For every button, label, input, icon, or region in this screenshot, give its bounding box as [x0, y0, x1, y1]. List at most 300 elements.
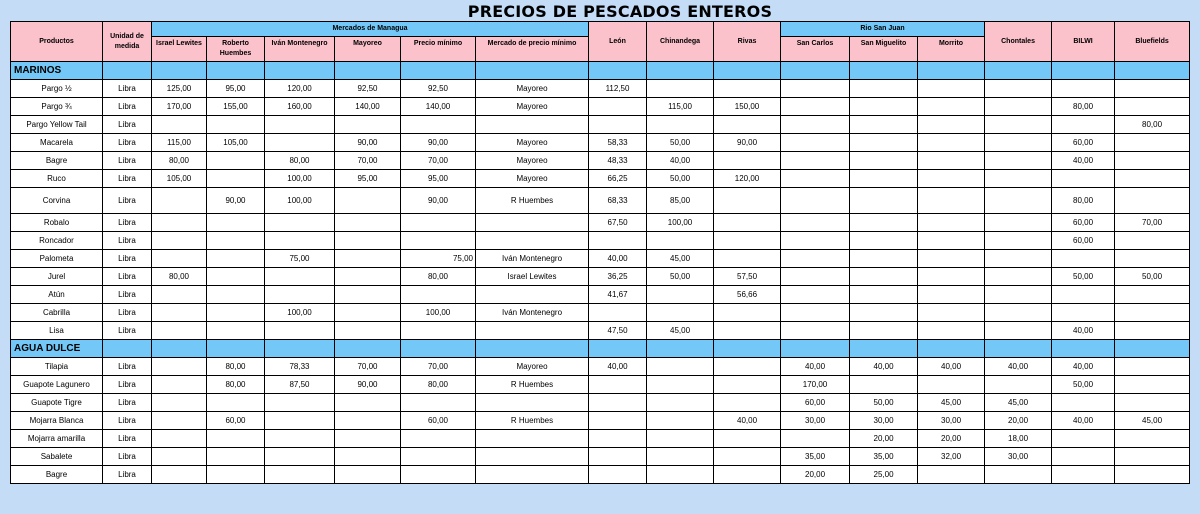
price-cell: 120,00 — [714, 170, 781, 188]
unit-cell: Libra — [103, 376, 152, 394]
unit-cell: Libra — [103, 134, 152, 152]
price-cell: 25,00 — [850, 466, 918, 484]
section-row — [11, 62, 1190, 80]
price-cell — [207, 152, 265, 170]
section-cell — [265, 340, 335, 358]
price-cell: Mayoreo — [476, 170, 589, 188]
price-cell: 18,00 — [985, 430, 1052, 448]
price-cell: Israel Lewites — [476, 268, 589, 286]
price-cell: 60,00 — [1052, 134, 1115, 152]
price-cell: 45,00 — [647, 322, 714, 340]
price-cell — [589, 448, 647, 466]
price-cell: 60,00 — [1052, 214, 1115, 232]
section-cell — [918, 340, 985, 358]
price-cell: 115,00 — [647, 98, 714, 116]
price-cell — [985, 250, 1052, 268]
price-cell: Mayoreo — [476, 98, 589, 116]
price-cell: 78,33 — [265, 358, 335, 376]
price-cell — [918, 286, 985, 304]
price-cell — [335, 466, 401, 484]
price-cell — [152, 188, 207, 214]
product-name: Mojarra Blanca — [11, 412, 103, 430]
table-row — [11, 232, 1190, 250]
price-cell — [207, 214, 265, 232]
header-bluefields: Bluefields — [1115, 22, 1190, 62]
price-cell — [401, 430, 476, 448]
price-cell — [401, 322, 476, 340]
section-cell — [781, 62, 850, 80]
price-cell — [476, 214, 589, 232]
price-cell: 95,00 — [401, 170, 476, 188]
price-cell — [647, 286, 714, 304]
price-cell: 68,33 — [589, 188, 647, 214]
price-cell — [1115, 232, 1190, 250]
price-cell: 140,00 — [401, 98, 476, 116]
price-cell — [714, 466, 781, 484]
price-cell — [1115, 80, 1190, 98]
price-cell — [714, 376, 781, 394]
price-cell: 80,00 — [1115, 116, 1190, 134]
price-cell: 20,00 — [850, 430, 918, 448]
price-cell — [152, 466, 207, 484]
price-cell: 140,00 — [335, 98, 401, 116]
unit-cell: Libra — [103, 188, 152, 214]
section-cell — [850, 62, 918, 80]
product-name: Bagre — [11, 152, 103, 170]
price-cell — [1052, 448, 1115, 466]
section-cell — [103, 340, 152, 358]
price-cell — [647, 80, 714, 98]
price-cell — [647, 394, 714, 412]
table-row — [11, 304, 1190, 322]
price-cell — [781, 188, 850, 214]
price-cell — [714, 116, 781, 134]
price-cell — [152, 430, 207, 448]
price-cell — [918, 268, 985, 286]
unit-cell: Libra — [103, 430, 152, 448]
price-cell — [850, 232, 918, 250]
section-row — [11, 340, 1190, 358]
price-cell: 70,00 — [335, 152, 401, 170]
price-cell — [476, 466, 589, 484]
price-cell — [207, 322, 265, 340]
price-cell — [335, 430, 401, 448]
unit-cell: Libra — [103, 412, 152, 430]
price-cell: 80,00 — [152, 268, 207, 286]
price-cell: 45,00 — [918, 394, 985, 412]
price-cell: 45,00 — [647, 250, 714, 268]
price-cell — [985, 98, 1052, 116]
price-cell — [1115, 170, 1190, 188]
table-row — [11, 214, 1190, 232]
price-cell — [401, 394, 476, 412]
price-cell — [781, 250, 850, 268]
header-leon: León — [589, 22, 647, 62]
product-name: Guapote Lagunero — [11, 376, 103, 394]
price-cell: 40,00 — [918, 358, 985, 376]
unit-cell: Libra — [103, 214, 152, 232]
price-cell: 80,00 — [265, 152, 335, 170]
price-cell — [335, 394, 401, 412]
price-cell — [589, 394, 647, 412]
price-cell — [207, 466, 265, 484]
price-cell — [850, 268, 918, 286]
price-cell — [781, 322, 850, 340]
price-cell — [985, 116, 1052, 134]
table-body — [11, 62, 1190, 484]
price-cell: 70,00 — [335, 358, 401, 376]
price-cell: 40,00 — [1052, 322, 1115, 340]
price-cell — [1115, 430, 1190, 448]
price-cell — [985, 304, 1052, 322]
price-cell — [1115, 322, 1190, 340]
price-cell — [850, 116, 918, 134]
price-cell — [850, 80, 918, 98]
price-cell — [918, 170, 985, 188]
price-cell — [152, 116, 207, 134]
price-cell: 80,00 — [152, 152, 207, 170]
product-name: Jurel — [11, 268, 103, 286]
price-cell: 90,00 — [335, 376, 401, 394]
table-row — [11, 80, 1190, 98]
price-cell — [714, 448, 781, 466]
price-cell — [152, 232, 207, 250]
price-cell — [207, 286, 265, 304]
price-cell: 50,00 — [850, 394, 918, 412]
price-cell: 40,00 — [714, 412, 781, 430]
product-name: Tilapia — [11, 358, 103, 376]
price-cell — [1115, 134, 1190, 152]
price-cell — [781, 304, 850, 322]
price-cell — [781, 170, 850, 188]
price-cell: 70,00 — [401, 152, 476, 170]
price-cell — [335, 448, 401, 466]
product-name: Mojarra amarilla — [11, 430, 103, 448]
price-cell — [152, 394, 207, 412]
price-cell: 95,00 — [207, 80, 265, 98]
price-cell — [1115, 188, 1190, 214]
price-cell: 85,00 — [647, 188, 714, 214]
price-cell: 40,00 — [1052, 412, 1115, 430]
section-cell — [207, 340, 265, 358]
price-cell — [1115, 250, 1190, 268]
price-cell: 57,50 — [714, 268, 781, 286]
header-mercado-precio-minimo: Mercado de precio mínimo — [476, 37, 589, 62]
price-cell: 125,00 — [152, 80, 207, 98]
price-cell — [647, 448, 714, 466]
price-cell: 20,00 — [918, 430, 985, 448]
price-cell: Mayoreo — [476, 80, 589, 98]
section-cell — [401, 62, 476, 80]
price-cell: 75,00 — [401, 250, 476, 268]
price-cell — [918, 250, 985, 268]
table-row — [11, 98, 1190, 116]
price-cell — [850, 214, 918, 232]
price-cell — [647, 358, 714, 376]
price-cell: 80,00 — [1052, 188, 1115, 214]
price-cell — [265, 394, 335, 412]
unit-cell: Libra — [103, 322, 152, 340]
price-cell — [1052, 286, 1115, 304]
price-cell — [335, 250, 401, 268]
price-cell — [714, 430, 781, 448]
price-cell — [589, 98, 647, 116]
header-productos: Productos — [11, 22, 103, 62]
price-cell — [335, 268, 401, 286]
product-name: Macarela — [11, 134, 103, 152]
price-cell: 100,00 — [647, 214, 714, 232]
price-cell — [918, 80, 985, 98]
product-name: Palometa — [11, 250, 103, 268]
price-cell — [152, 304, 207, 322]
price-cell: 66,25 — [589, 170, 647, 188]
table-row — [11, 358, 1190, 376]
price-cell — [401, 116, 476, 134]
price-cell — [647, 430, 714, 448]
price-cell: 40,00 — [1052, 152, 1115, 170]
price-cell: 40,00 — [985, 358, 1052, 376]
price-cell — [985, 188, 1052, 214]
price-cell — [589, 376, 647, 394]
section-cell — [985, 340, 1052, 358]
price-cell — [1115, 466, 1190, 484]
price-cell: 58,33 — [589, 134, 647, 152]
price-cell: 35,00 — [781, 448, 850, 466]
unit-cell: Libra — [103, 466, 152, 484]
price-cell: Mayoreo — [476, 152, 589, 170]
unit-cell: Libra — [103, 250, 152, 268]
unit-cell: Libra — [103, 80, 152, 98]
price-cell: 50,00 — [647, 134, 714, 152]
price-cell — [714, 394, 781, 412]
price-cell — [152, 448, 207, 466]
price-cell: 90,00 — [401, 134, 476, 152]
price-cell — [589, 304, 647, 322]
product-name: Pargo ¾ — [11, 98, 103, 116]
price-cell: 40,00 — [589, 250, 647, 268]
price-cell — [1052, 80, 1115, 98]
unit-cell: Libra — [103, 448, 152, 466]
price-cell — [918, 188, 985, 214]
table-row — [11, 412, 1190, 430]
price-cell — [401, 466, 476, 484]
price-cell — [714, 214, 781, 232]
unit-cell: Libra — [103, 116, 152, 134]
section-cell — [1052, 62, 1115, 80]
section-cell — [781, 340, 850, 358]
price-cell — [265, 116, 335, 134]
price-cell: 95,00 — [335, 170, 401, 188]
price-cell: 90,00 — [714, 134, 781, 152]
price-cell — [207, 268, 265, 286]
product-name: Sabalete — [11, 448, 103, 466]
price-cell — [850, 250, 918, 268]
price-cell — [335, 214, 401, 232]
price-cell — [781, 98, 850, 116]
price-cell: 30,00 — [850, 412, 918, 430]
price-cell — [1115, 376, 1190, 394]
price-cell — [476, 430, 589, 448]
header-roberto-huembes: Roberto Huembes — [207, 37, 265, 62]
price-cell: 92,50 — [401, 80, 476, 98]
price-cell: 45,00 — [1115, 412, 1190, 430]
price-cell: 100,00 — [265, 188, 335, 214]
price-cell: 50,00 — [647, 170, 714, 188]
price-cell — [476, 448, 589, 466]
price-cell — [1115, 394, 1190, 412]
price-cell — [918, 232, 985, 250]
price-cell — [401, 232, 476, 250]
unit-cell: Libra — [103, 232, 152, 250]
price-cell — [850, 98, 918, 116]
price-cell: Iván Montenegro — [476, 250, 589, 268]
price-cell — [781, 134, 850, 152]
page-title: PRECIOS DE PESCADOS ENTEROS — [467, 2, 773, 21]
price-cell — [1115, 286, 1190, 304]
price-cell: 75,00 — [265, 250, 335, 268]
price-cell — [985, 232, 1052, 250]
price-cell — [265, 286, 335, 304]
price-cell — [152, 358, 207, 376]
price-cell: Mayoreo — [476, 134, 589, 152]
section-cell — [476, 62, 589, 80]
price-cell: 60,00 — [207, 412, 265, 430]
price-cell — [265, 412, 335, 430]
header-bilwi: BILWI — [1052, 22, 1115, 62]
price-cell: 30,00 — [781, 412, 850, 430]
unit-cell: Libra — [103, 358, 152, 376]
price-cell: 70,00 — [1115, 214, 1190, 232]
price-cell: 41,67 — [589, 286, 647, 304]
price-cell: 50,00 — [1052, 268, 1115, 286]
price-cell: 50,00 — [647, 268, 714, 286]
product-name: Roncador — [11, 232, 103, 250]
price-cell — [647, 466, 714, 484]
price-cell — [207, 304, 265, 322]
table-row — [11, 322, 1190, 340]
section-cell — [918, 62, 985, 80]
price-cell: 170,00 — [781, 376, 850, 394]
price-cell — [714, 304, 781, 322]
price-cell — [335, 304, 401, 322]
price-cell: 48,33 — [589, 152, 647, 170]
header-ivan-montenegro: Iván Montenegro — [265, 37, 335, 62]
price-cell — [647, 376, 714, 394]
price-cell: 80,00 — [401, 376, 476, 394]
price-cell: 60,00 — [401, 412, 476, 430]
price-cell — [714, 152, 781, 170]
price-cell — [714, 358, 781, 376]
header-mayoreo: Mayoreo — [335, 37, 401, 62]
table-row — [11, 448, 1190, 466]
section-cell — [714, 340, 781, 358]
price-cell — [985, 268, 1052, 286]
price-cell — [918, 376, 985, 394]
price-cell — [918, 322, 985, 340]
price-cell — [850, 152, 918, 170]
section-cell — [476, 340, 589, 358]
price-cell — [781, 116, 850, 134]
price-cell — [207, 170, 265, 188]
price-cell: R Huembes — [476, 412, 589, 430]
price-cell: 32,00 — [918, 448, 985, 466]
price-cell: 120,00 — [265, 80, 335, 98]
price-cell — [589, 430, 647, 448]
price-cell: Iván Montenegro — [476, 304, 589, 322]
price-cell: 100,00 — [265, 170, 335, 188]
price-cell — [476, 286, 589, 304]
price-cell — [207, 448, 265, 466]
price-cell — [647, 412, 714, 430]
price-cell: 30,00 — [918, 412, 985, 430]
price-cell — [647, 232, 714, 250]
price-cell: 67,50 — [589, 214, 647, 232]
price-cell — [152, 286, 207, 304]
price-cell: 40,00 — [781, 358, 850, 376]
price-cell — [985, 80, 1052, 98]
product-name: Atún — [11, 286, 103, 304]
price-cell — [335, 188, 401, 214]
price-cell — [265, 268, 335, 286]
unit-cell: Libra — [103, 98, 152, 116]
header-precio-minimo: Precio mínimo — [401, 37, 476, 62]
price-cell — [850, 170, 918, 188]
price-cell — [589, 116, 647, 134]
product-name: Corvina — [11, 188, 103, 214]
table-row — [11, 152, 1190, 170]
price-cell — [1052, 250, 1115, 268]
price-cell — [265, 466, 335, 484]
price-cell: 56,66 — [714, 286, 781, 304]
price-cell — [207, 116, 265, 134]
price-cell — [985, 322, 1052, 340]
price-cell: R Huembes — [476, 376, 589, 394]
price-cell: 150,00 — [714, 98, 781, 116]
price-cell — [589, 412, 647, 430]
unit-cell: Libra — [103, 268, 152, 286]
section-label: MARINOS — [11, 62, 103, 80]
section-cell — [714, 62, 781, 80]
table-row — [11, 376, 1190, 394]
price-cell — [781, 268, 850, 286]
price-cell — [918, 214, 985, 232]
price-cell — [207, 250, 265, 268]
product-name: Guapote Tigre — [11, 394, 103, 412]
price-cell — [1052, 394, 1115, 412]
price-cell — [265, 430, 335, 448]
unit-cell: Libra — [103, 152, 152, 170]
section-cell — [103, 62, 152, 80]
table-row — [11, 250, 1190, 268]
price-cell: 100,00 — [265, 304, 335, 322]
price-cell — [401, 448, 476, 466]
price-cell: 115,00 — [152, 134, 207, 152]
product-name: Robalo — [11, 214, 103, 232]
price-cell: 92,50 — [335, 80, 401, 98]
section-cell — [985, 62, 1052, 80]
price-cell — [985, 134, 1052, 152]
price-cell: 40,00 — [589, 358, 647, 376]
price-cell — [1115, 448, 1190, 466]
price-cell — [152, 250, 207, 268]
unit-cell: Libra — [103, 170, 152, 188]
header-mercados-managua: Mercados de Managua — [152, 22, 589, 37]
price-cell: 80,00 — [401, 268, 476, 286]
table-row — [11, 170, 1190, 188]
table-row — [11, 268, 1190, 286]
price-cell: R Huembes — [476, 188, 589, 214]
price-cell: 80,00 — [207, 376, 265, 394]
